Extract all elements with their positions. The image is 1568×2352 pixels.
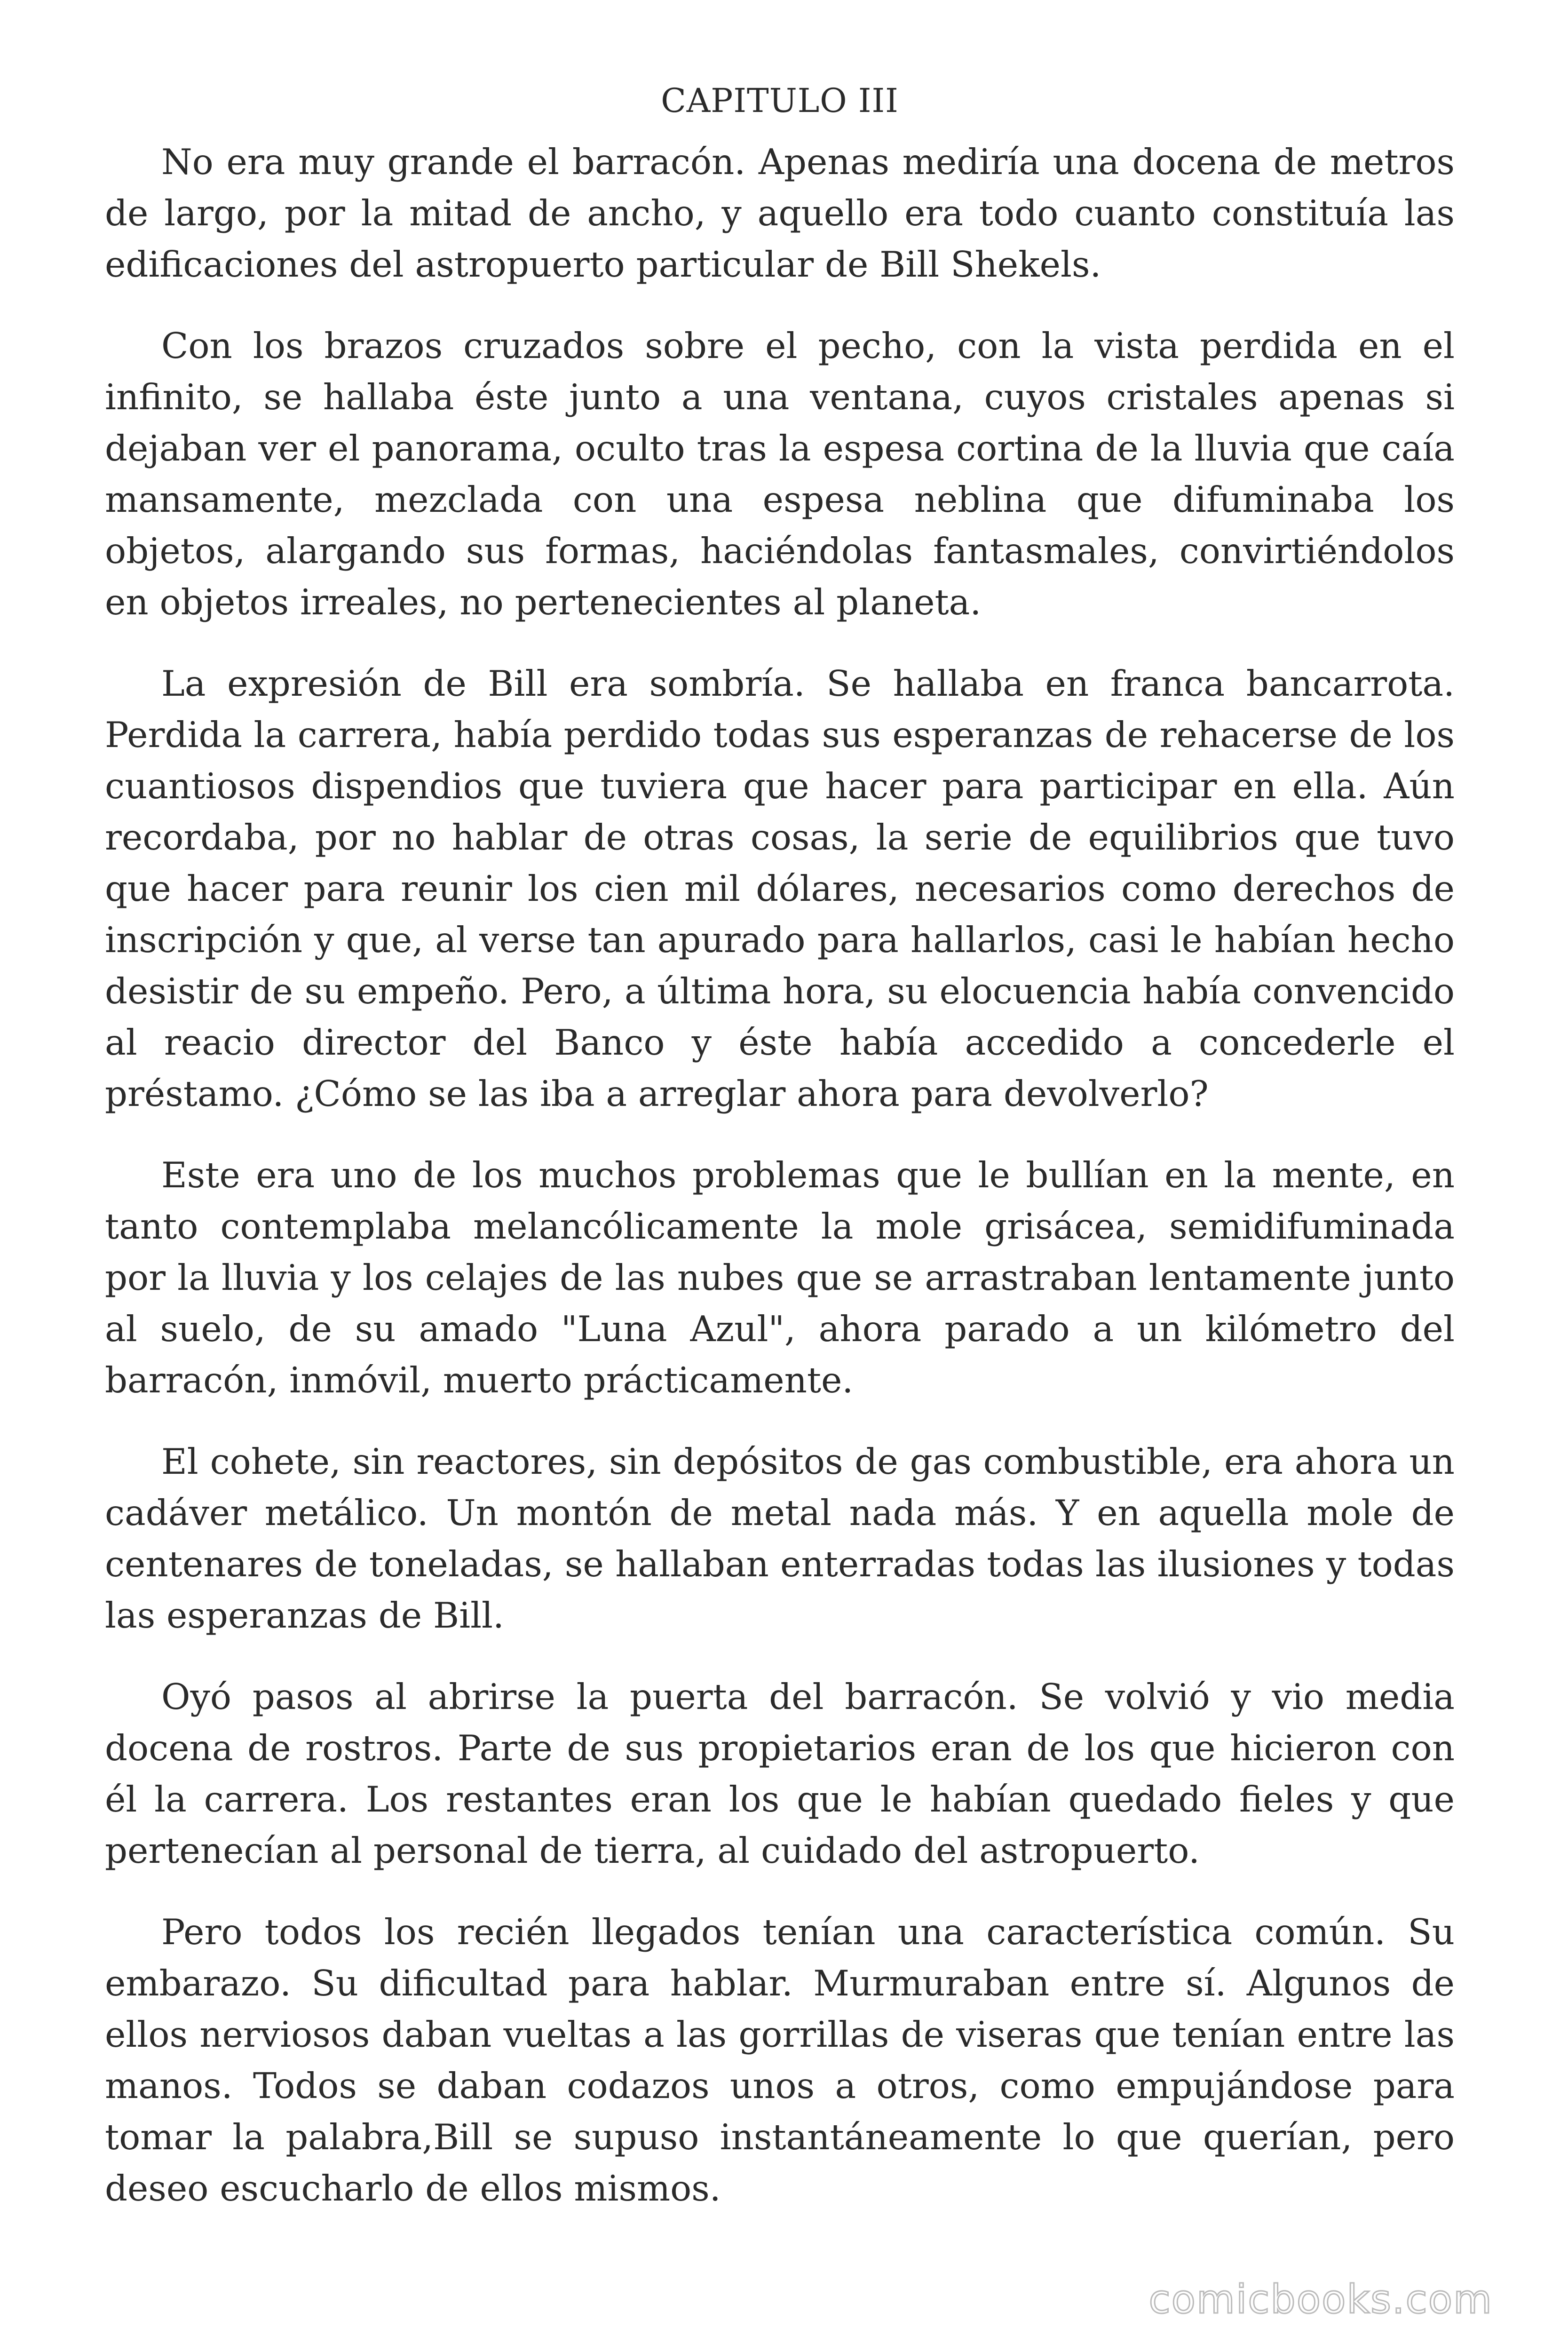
paragraph-4: Este era uno de los muchos problemas que le bullían en la mente, en tanto contemplaba melancólicamente la mole grisácea, semidifuminada por la lluvia y los celajes de las nubes que se arrastraban lentamente junto al suelo, de su amado "Luna Azul", ahora parado a un kilómetro del barracón, inmóvil, muerto prácticamente. (105, 1154, 1455, 1401)
watermark: comicbooks.com (1148, 2276, 1493, 2322)
paragraph-1: No era muy grande el barracón. Apenas mediría una docena de metros de largo, por la mitad de ancho, y aquello era todo cuanto constituía las edificaciones del astropuerto particular de Bill Shekels. (105, 141, 1455, 285)
paragraph-5: El cohete, sin reactores, sin depósitos de gas combustible, era ahora un cadáver metálico. Un montón de metal nada más. Y en aquella mole de centenares de toneladas, se hallaban enterradas todas las ilusiones y todas las esperanzas de Bill. (105, 1441, 1455, 1636)
paragraph-7: Pero todos los recién llegados tenían una característica común. Su embarazo. Su dificultad para hablar. Murmuraban entre sí. Algunos de ellos nerviosos daban vueltas a las gorrillas de viseras que tenían entre las manos. Todos se daban codazos unos a otros, como empujándose para tomar la palabra,Bill se supuso instantáneamente lo que querían, pero deseo escucharlo de ellos mismos. (105, 1911, 1455, 2209)
paragraph-2: Con los brazos cruzados sobre el pecho, con la vista perdida en el infinito, se hallaba éste junto a una ventana, cuyos cristales apenas si dejaban ver el panorama, oculto tras la espesa cortina de la lluvia que caía mansamente, mezclada con una espesa neblina que difuminaba los objetos, alargando sus formas, haciéndolas fantasmales, convirtiéndolos en objetos irreales, no pertenecientes al planeta. (105, 325, 1455, 623)
page-content (105, 75, 1455, 2244)
chapter-title: CAPITULO III (661, 81, 899, 120)
paragraph-6: Oyó pasos al abrirse la puerta del barracón. Se volvió y vio media docena de rostros. Parte de sus propietarios eran de los que hicieron con él la carrera. Los restantes eran los que le habían quedado fieles y que pertenecían al personal de tierra, al cuidado del astropuerto. (105, 1676, 1455, 1871)
paragraph-3: La expresión de Bill era sombría. Se hallaba en franca bancarrota. Perdida la carrera, había perdido todas sus esperanzas de rehacerse de los cuantiosos dispendios que tuviera que hacer para participar en ella. Aún recordaba, por no hablar de otras cosas, la serie de equilibrios que tuvo que hacer para reunir los cien mil dólares, necesarios como derechos de inscripción y que, al verse tan apurado para hallarlos, casi le habían hecho desistir de su empeño. Pero, a última hora, su elocuencia había convencido al reacio director del Banco y éste había accedido a concederle el préstamo. ¿Cómo se las iba a arreglar ahora para devolverlo? (105, 663, 1455, 1114)
